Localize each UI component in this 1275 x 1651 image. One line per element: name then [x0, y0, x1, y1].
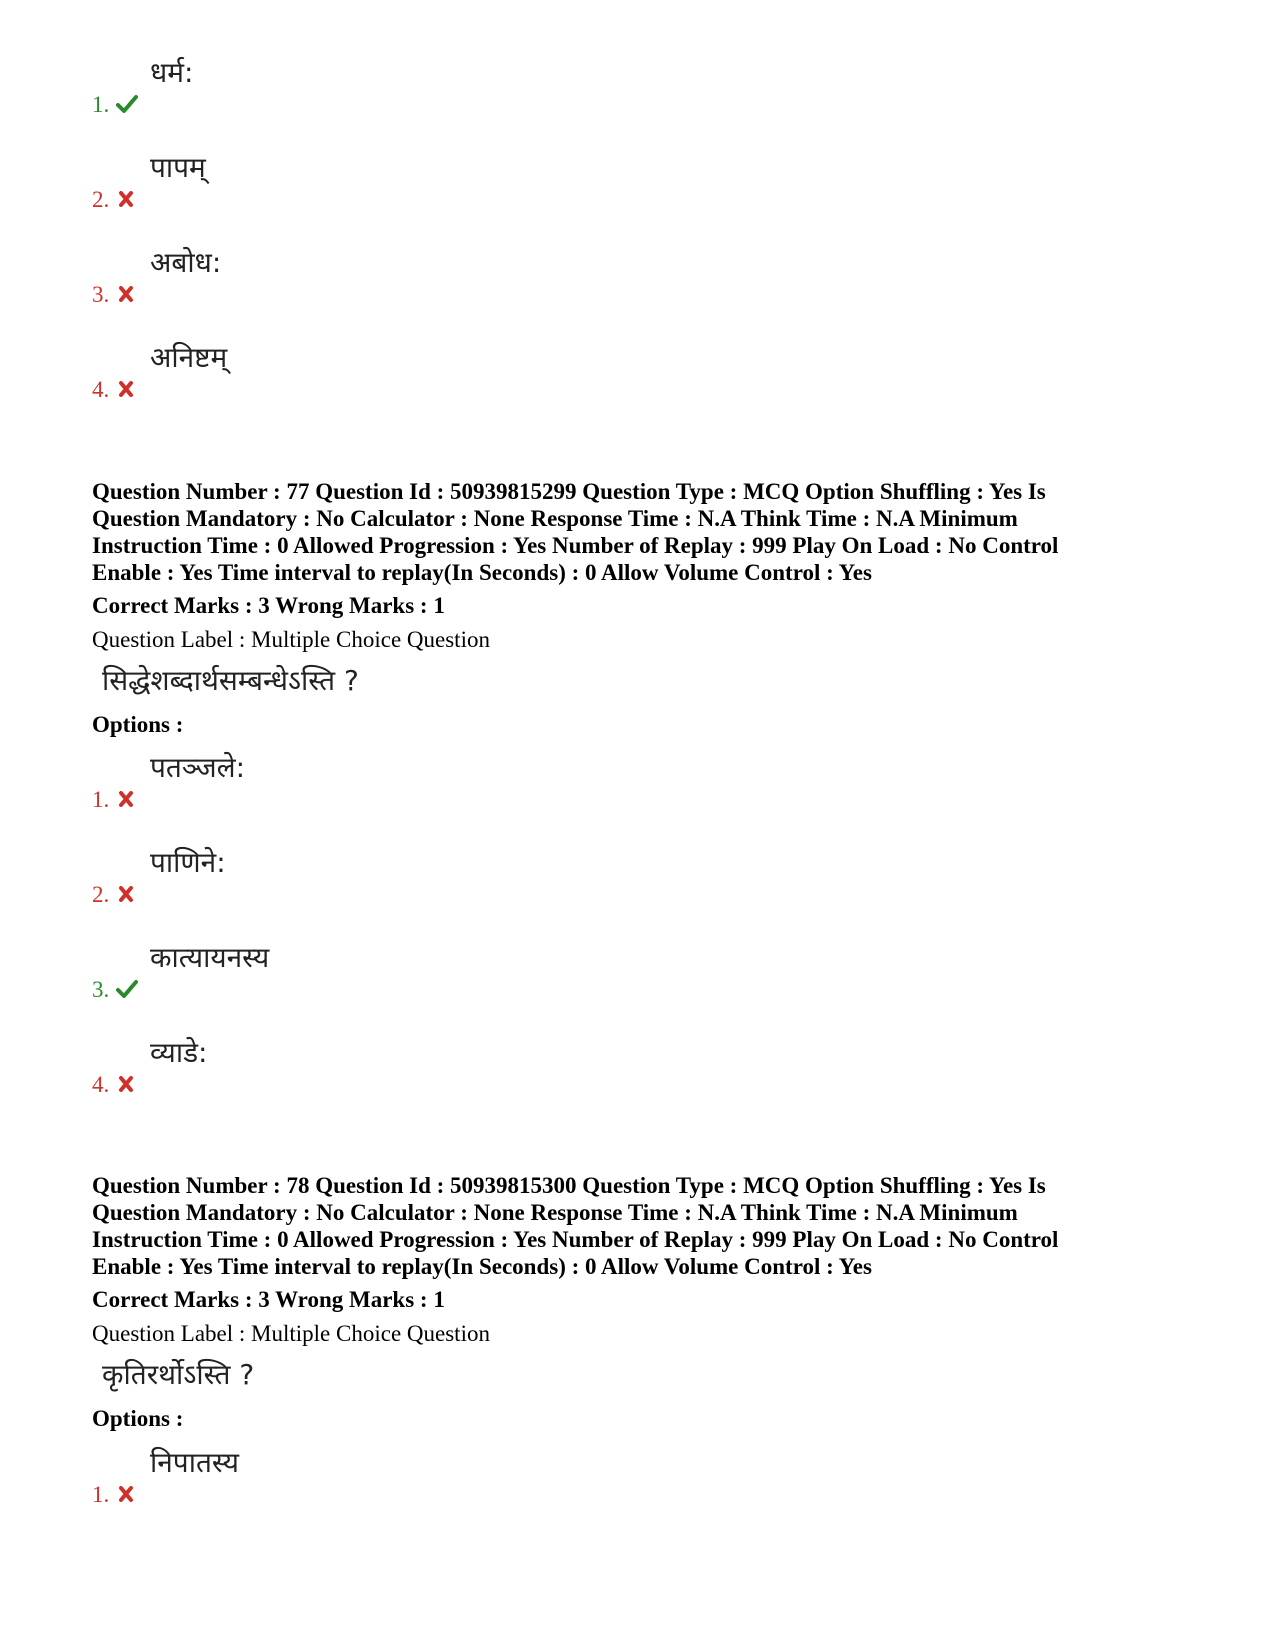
option-item [92, 1446, 492, 1506]
question-meta-line: Instruction Time : 0 Allowed Progression : Yes Number of Replay : 999 Play On Load : No Control [92, 1227, 1059, 1252]
cross-icon [116, 1484, 138, 1504]
option-number: 4. [92, 1072, 110, 1097]
question-meta-line: Question Mandatory : No Calculator : None Response Time : N.A Think Time : N.A Minimum [92, 1200, 1018, 1225]
option-text: व्याडे: [150, 1036, 208, 1069]
option-item [92, 151, 492, 211]
question-meta-line: Enable : Yes Time interval to replay(In Seconds) : 0 Allow Volume Control : Yes [92, 560, 872, 585]
option-item [92, 846, 492, 906]
option-number: 2. [92, 187, 110, 212]
cross-icon [116, 189, 138, 209]
option-item [92, 1036, 492, 1096]
option-text: पतञ्जले: [150, 751, 246, 784]
question-block-78 [92, 1172, 1192, 1432]
option-number: 3. [92, 977, 110, 1002]
check-icon [116, 94, 138, 114]
option-text: पाणिने: [150, 846, 226, 879]
question-block-77 [92, 478, 1192, 738]
question-meta-line: Question Number : 78 Question Id : 50939815300 Question Type : MCQ Option Shuffling : Yes Is [92, 1173, 1046, 1198]
question-marks: Correct Marks : 3 Wrong Marks : 1 [92, 1287, 445, 1312]
option-number: 4. [92, 377, 110, 402]
option-number: 1. [92, 787, 110, 812]
question-label: Question Label : Multiple Choice Question [92, 1321, 490, 1346]
option-item [92, 341, 492, 401]
question-meta [92, 478, 1192, 586]
question-marks: Correct Marks : 3 Wrong Marks : 1 [92, 593, 445, 618]
cross-icon [116, 379, 138, 399]
option-text: अबोध: [150, 246, 222, 279]
option-number: 3. [92, 282, 110, 307]
question-meta-line: Question Number : 77 Question Id : 50939815299 Question Type : MCQ Option Shuffling : Yes Is [92, 479, 1046, 504]
question-text: कृतिरर्थोऽस्ति ? [102, 1358, 255, 1391]
cross-icon [116, 284, 138, 304]
question-meta-line: Enable : Yes Time interval to replay(In Seconds) : 0 Allow Volume Control : Yes [92, 1254, 872, 1279]
check-icon [116, 979, 138, 999]
option-text: निपातस्य [150, 1446, 240, 1479]
option-number: 2. [92, 882, 110, 907]
question-meta-line: Question Mandatory : No Calculator : None Response Time : N.A Think Time : N.A Minimum [92, 506, 1018, 531]
option-item [92, 941, 492, 1001]
options-heading: Options : [92, 712, 184, 737]
option-text: अनिष्टम् [150, 341, 228, 374]
cross-icon [116, 789, 138, 809]
question-text: सिद्धेशब्दार्थसम्बन्धेऽस्ति ? [102, 664, 359, 697]
option-item [92, 751, 492, 811]
option-number: 1. [92, 1482, 110, 1507]
option-text: पापम् [150, 151, 206, 184]
question-label: Question Label : Multiple Choice Question [92, 627, 490, 652]
cross-icon [116, 884, 138, 904]
option-number: 1. [92, 92, 110, 117]
cross-icon [116, 1074, 138, 1094]
question-meta-line: Instruction Time : 0 Allowed Progression : Yes Number of Replay : 999 Play On Load : No Control [92, 533, 1059, 558]
option-text: कात्यायनस्य [150, 941, 270, 974]
option-item [92, 56, 492, 116]
option-item [92, 246, 492, 306]
question-meta [92, 1172, 1192, 1280]
options-heading: Options : [92, 1406, 184, 1431]
option-text: धर्म: [150, 56, 194, 89]
